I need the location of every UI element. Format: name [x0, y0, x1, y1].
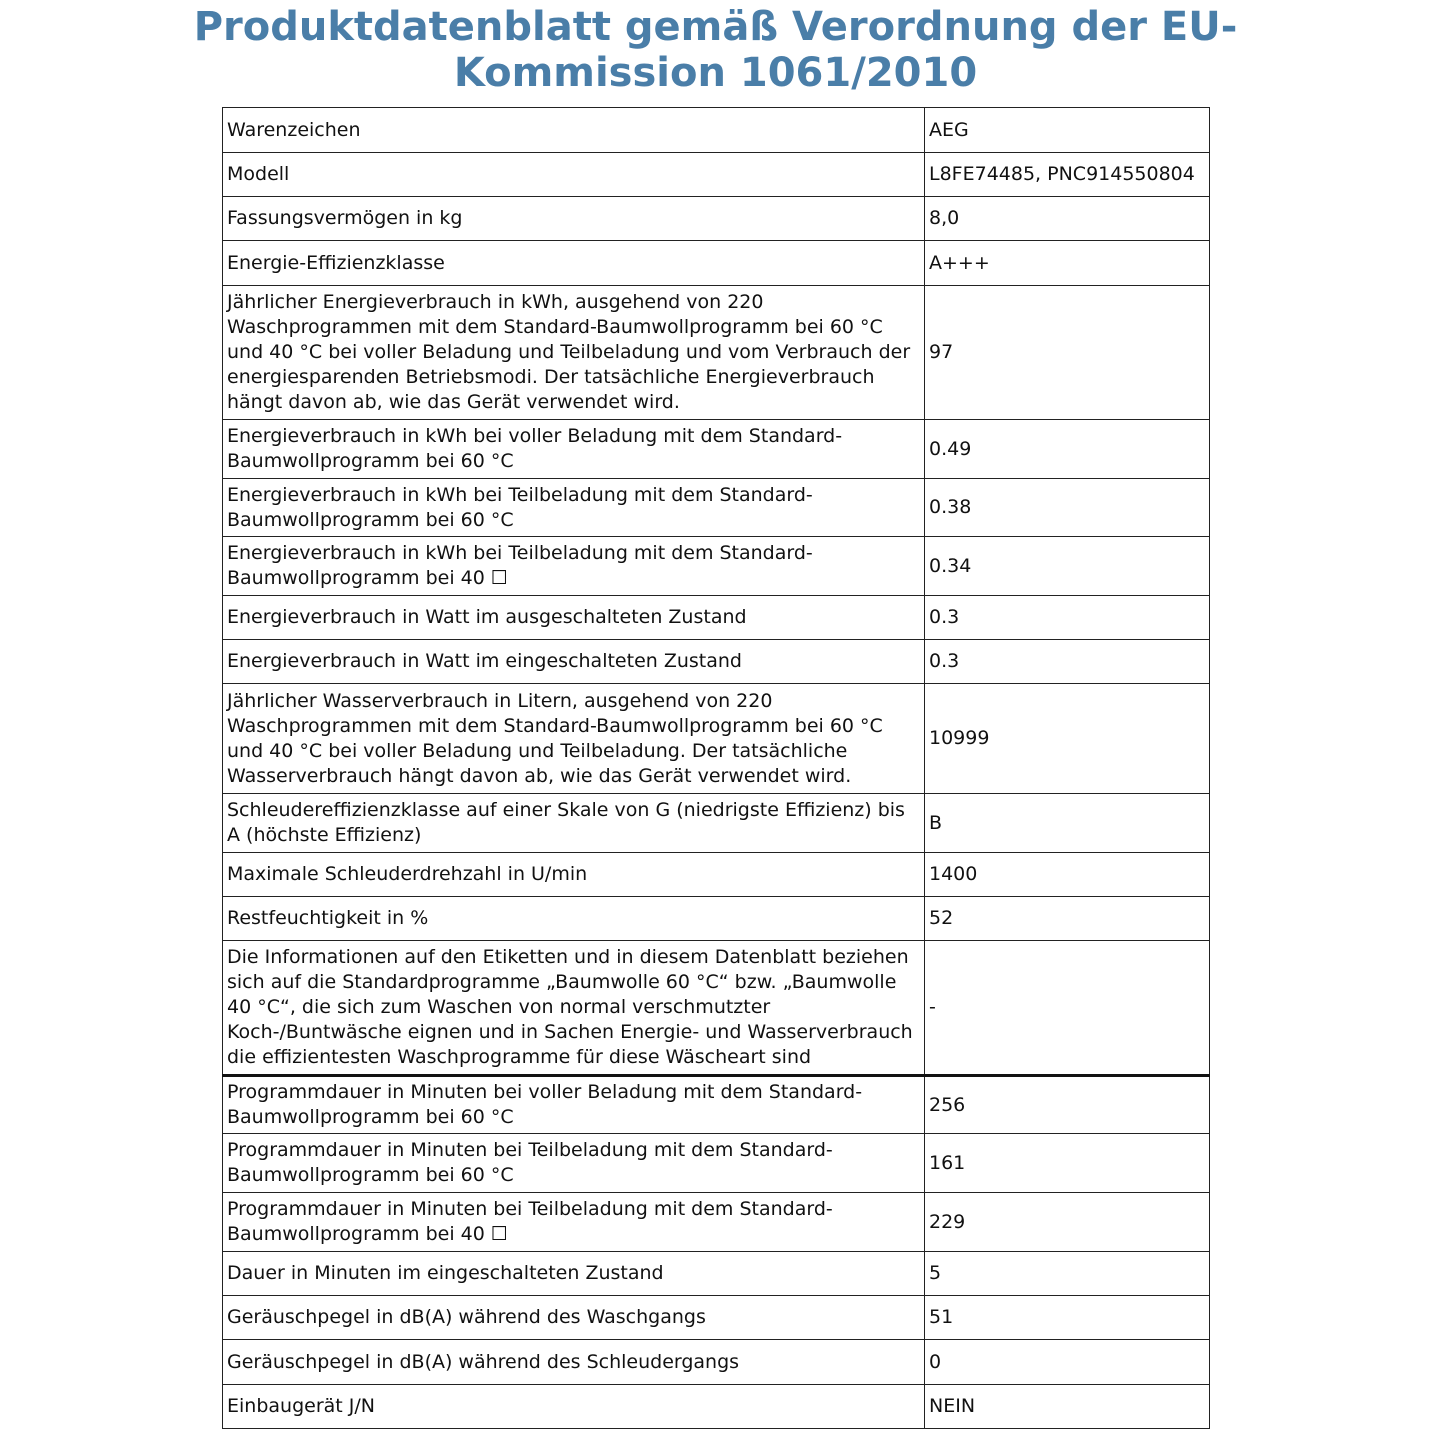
page-title-line-1: Produktdatenblatt gemäß Verordnung der EU-	[193, 4, 1238, 50]
row-label-duration-partial-40: Programmdauer in Minuten bei Teilbeladung mit dem Standard-Baumwollprogramm bei 40 ☐	[223, 1193, 925, 1252]
product-data-table	[222, 107, 1210, 1429]
row-value-noise-wash: 51	[925, 1296, 1210, 1340]
row-label-duration-full-60: Programmdauer in Minuten bei voller Beladung mit dem Standard-Baumwollprogramm bei 60 °C	[223, 1076, 925, 1134]
row-value-annual-water: 10999	[925, 684, 1210, 794]
row-value-noise-spin: 0	[925, 1340, 1210, 1385]
page-title	[0, 0, 1431, 96]
row-value-residual-moisture: 52	[925, 897, 1210, 941]
table-row	[223, 537, 1210, 596]
row-label-duration-partial-60: Programmdauer in Minuten bei Teilbeladung mit dem Standard-Baumwollprogramm bei 60 °C	[223, 1134, 925, 1193]
row-label-residual-moisture: Restfeuchtigkeit in %	[223, 897, 925, 941]
row-label-programme-info: Die Informationen auf den Etiketten und in diesem Datenblatt beziehen sich auf die Standardprogramme „Baumwolle 60 °C“ bzw. „Baumwolle 40 °C“, die sich zum Waschen von normal verschmutzter Koch-/Buntwäsche eignen und in Sachen Energie- und Wasserverbrauch die effizientesten Waschprogramme für diese Wäscheart sind	[223, 941, 925, 1076]
table-row	[223, 794, 1210, 853]
table-row	[223, 153, 1210, 197]
row-value-duration-partial-60: 161	[925, 1134, 1210, 1193]
page-title-line-2: Kommission 1061/2010	[453, 50, 978, 96]
row-value-trademark: AEG	[925, 108, 1210, 153]
row-value-duration-full-60: 256	[925, 1076, 1210, 1134]
row-label-trademark: Warenzeichen	[223, 108, 925, 153]
table-row	[223, 684, 1210, 794]
row-value-power-off: 0.3	[925, 596, 1210, 640]
row-label-power-on: Energieverbrauch in Watt im eingeschalteten Zustand	[223, 640, 925, 684]
table-row	[223, 479, 1210, 537]
table-row	[223, 286, 1210, 420]
table-row	[223, 1252, 1210, 1296]
row-label-annual-energy: Jährlicher Energieverbrauch in kWh, ausgehend von 220 Waschprogrammen mit dem Standard-Baumwollprogramm bei 60 °C und 40 °C bei voller Beladung und Teilbeladung und vom Verbrauch der energiesparenden Betriebsmodi. Der tatsächliche Energieverbrauch hängt davon ab, wie das Gerät verwendet wird.	[223, 286, 925, 420]
row-label-energy-partial-40: Energieverbrauch in kWh bei Teilbeladung mit dem Standard-Baumwollprogramm bei 40 ☐	[223, 537, 925, 596]
row-label-model: Modell	[223, 153, 925, 197]
row-label-annual-water: Jährlicher Wasserverbrauch in Litern, ausgehend von 220 Waschprogrammen mit dem Standard-Baumwollprogramm bei 60 °C und 40 °C bei voller Beladung und Teilbeladung. Der tatsächliche Wasserverbrauch hängt davon ab, wie das Gerät verwendet wird.	[223, 684, 925, 794]
row-label-on-duration: Dauer in Minuten im eingeschalteten Zustand	[223, 1252, 925, 1296]
table-row	[223, 420, 1210, 479]
table-row	[223, 241, 1210, 286]
row-value-power-on: 0.3	[925, 640, 1210, 684]
row-value-annual-energy: 97	[925, 286, 1210, 420]
row-value-energy-partial-40: 0.34	[925, 537, 1210, 596]
row-label-energy-full-60: Energieverbrauch in kWh bei voller Beladung mit dem Standard-Baumwollprogramm bei 60 °C	[223, 420, 925, 479]
row-label-noise-wash: Geräuschpegel in dB(A) während des Waschgangs	[223, 1296, 925, 1340]
table-row	[223, 1076, 1210, 1134]
row-value-energy-full-60: 0.49	[925, 420, 1210, 479]
table-row	[223, 108, 1210, 153]
row-label-power-off: Energieverbrauch in Watt im ausgeschalteten Zustand	[223, 596, 925, 640]
row-label-noise-spin: Geräuschpegel in dB(A) während des Schleudergangs	[223, 1340, 925, 1385]
row-value-built-in: NEIN	[925, 1385, 1210, 1429]
row-label-built-in: Einbaugerät J/N	[223, 1385, 925, 1429]
row-value-model: L8FE74485, PNC914550804	[925, 153, 1210, 197]
table-row	[223, 1340, 1210, 1385]
row-value-energy-class: A+++	[925, 241, 1210, 286]
table-row	[223, 197, 1210, 241]
row-label-max-spin: Maximale Schleuderdrehzahl in U/min	[223, 853, 925, 897]
table-row	[223, 941, 1210, 1076]
table-row	[223, 1134, 1210, 1193]
row-value-on-duration: 5	[925, 1252, 1210, 1296]
row-value-duration-partial-40: 229	[925, 1193, 1210, 1252]
row-value-max-spin: 1400	[925, 853, 1210, 897]
row-value-spin-class: B	[925, 794, 1210, 853]
table-row	[223, 1193, 1210, 1252]
row-label-energy-class: Energie-Effizienzklasse	[223, 241, 925, 286]
table-row	[223, 1296, 1210, 1340]
table-row	[223, 1385, 1210, 1429]
row-label-energy-partial-60: Energieverbrauch in kWh bei Teilbeladung mit dem Standard-Baumwollprogramm bei 60 °C	[223, 479, 925, 537]
row-value-capacity: 8,0	[925, 197, 1210, 241]
table-row	[223, 640, 1210, 684]
row-value-energy-partial-60: 0.38	[925, 479, 1210, 537]
table-row	[223, 897, 1210, 941]
row-label-spin-class: Schleudereffizienzklasse auf einer Skale von G (niedrigste Effizienz) bis A (höchste Effizienz)	[223, 794, 925, 853]
table-row	[223, 596, 1210, 640]
row-label-capacity: Fassungsvermögen in kg	[223, 197, 925, 241]
row-value-programme-info: -	[925, 941, 1210, 1076]
table-row	[223, 853, 1210, 897]
